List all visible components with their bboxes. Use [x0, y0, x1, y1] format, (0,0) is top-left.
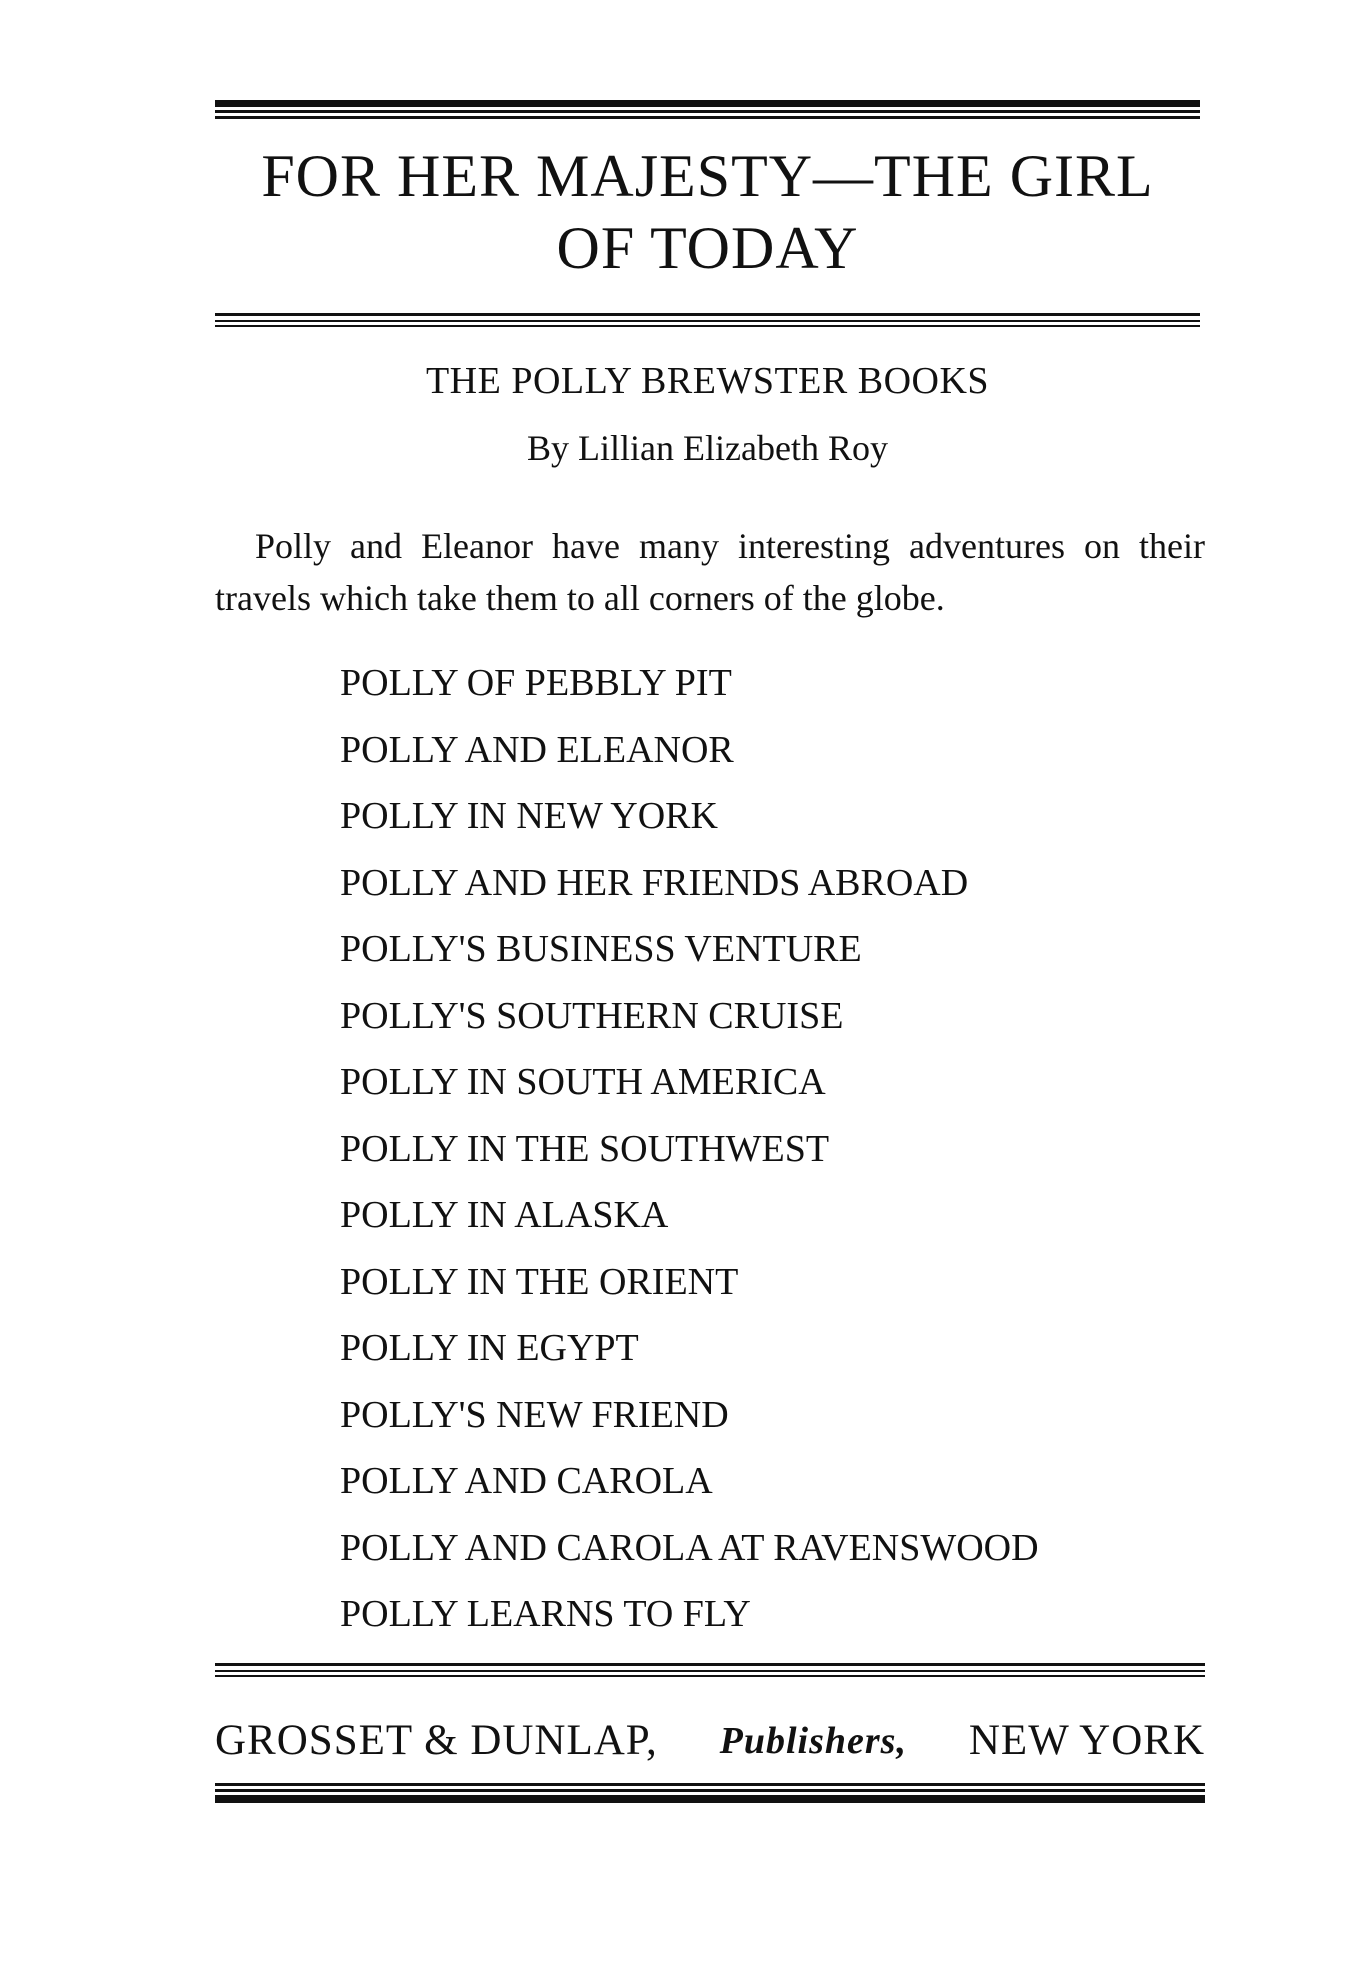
book-title: POLLY IN EGYPT — [340, 1327, 639, 1369]
book-title: POLLY'S NEW FRIEND — [340, 1393, 729, 1436]
book-title: POLLY OF PEBBLY PIT — [340, 662, 732, 704]
author-line: By Lillian Elizabeth Roy — [527, 428, 888, 468]
page-title — [215, 140, 1200, 284]
publisher-divider — [215, 1663, 1205, 1677]
title-line-2: OF TODAY — [556, 215, 859, 281]
book-title: POLLY AND CAROLA AT RAVENSWOOD — [340, 1526, 1039, 1569]
publisher-role: Publishers, — [719, 1720, 907, 1762]
book-title: POLLY'S SOUTHERN CRUISE — [340, 994, 844, 1037]
book-title: POLLY LEARNS TO FLY — [340, 1593, 751, 1635]
book-title: POLLY AND ELEANOR — [340, 728, 734, 771]
book-title: POLLY AND CAROLA — [340, 1460, 713, 1502]
book-title: POLLY IN THE ORIENT — [340, 1260, 739, 1303]
title-line-1: FOR HER MAJESTY—THE GIRL — [261, 143, 1154, 209]
book-title: POLLY IN NEW YORK — [340, 795, 718, 837]
publisher-city: NEW YORK — [968, 1717, 1205, 1764]
book-title: POLLY'S BUSINESS VENTURE — [340, 928, 862, 970]
series-heading: THE POLLY BREWSTER BOOKS — [425, 360, 990, 402]
title-divider — [215, 313, 1200, 327]
publisher-imprint — [215, 1713, 1205, 1769]
series-blurb: Polly and Eleanor have many interesting adventures on their travels which take them to all corners of the globe. — [215, 526, 1205, 618]
top-rule — [215, 100, 1200, 122]
book-list — [340, 650, 1039, 1648]
bottom-rule — [215, 1783, 1205, 1805]
book-title: POLLY AND HER FRIENDS ABROAD — [340, 861, 969, 904]
publisher-name: GROSSET & DUNLAP, — [215, 1717, 658, 1764]
book-title: POLLY IN SOUTH AMERICA — [340, 1061, 826, 1103]
book-title: POLLY IN ALASKA — [340, 1194, 669, 1236]
book-title: POLLY IN THE SOUTHWEST — [340, 1127, 830, 1170]
